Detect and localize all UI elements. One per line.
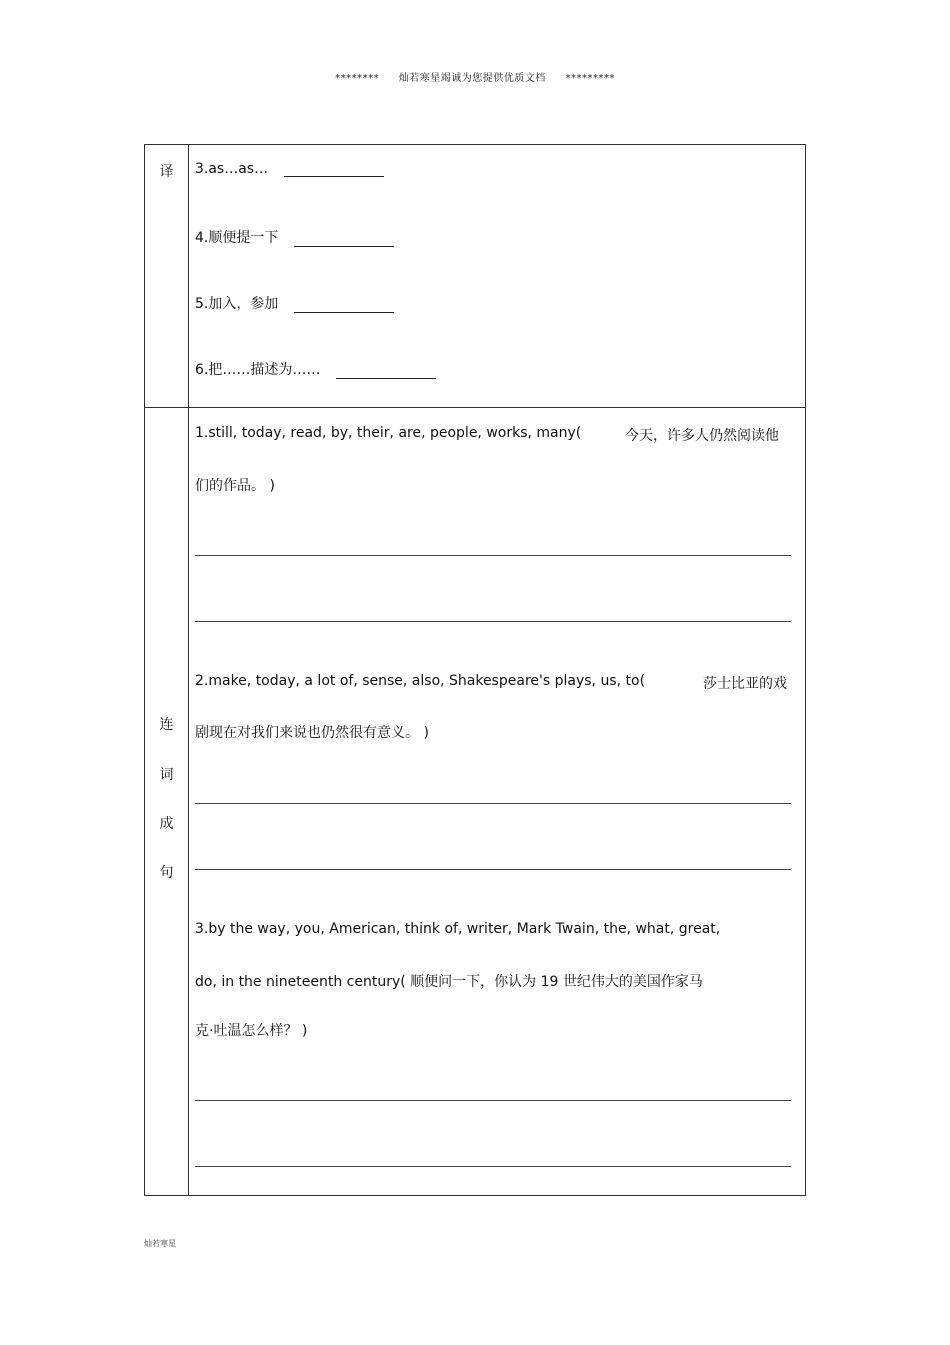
q3-prompt-line2: do, in the nineteenth century( 顺便问一下，你认为 19 世纪伟大的美国作家马 <box>195 974 703 990</box>
sentence-label-char: 连 <box>159 717 174 733</box>
translate-item-3: 3.as…as… <box>195 161 384 177</box>
worksheet-table <box>144 144 806 1196</box>
translate-item-5: 5.加入，参加 <box>195 293 394 313</box>
page-header <box>0 69 950 84</box>
q2-prompt-cont: 剧现在对我们来说也仍然很有意义。 ) <box>195 725 429 741</box>
q3-prompt-line3: 克·吐温怎么样？ ) <box>195 1023 308 1039</box>
answer-line[interactable] <box>195 621 791 622</box>
q1-prompt-cn: 今天，许多人仍然阅读他 <box>625 428 779 444</box>
q1-prompt-en: 1.still, today, read, by, their, are, people, works, many( <box>195 425 582 441</box>
answer-line[interactable] <box>195 1166 791 1167</box>
answer-blank[interactable] <box>294 298 394 313</box>
q2-prompt-cn: 莎士比亚的戏 <box>703 676 787 692</box>
header-title: 灿若寒星竭诚为您提供优质文档 <box>398 73 546 84</box>
translate-item-4: 4.顺便提一下 <box>195 227 394 247</box>
answer-line[interactable] <box>195 555 791 556</box>
answer-line[interactable] <box>195 803 791 804</box>
page-footer: 灿若寒星 <box>144 1239 176 1248</box>
sentence-label-char: 成 <box>159 816 174 832</box>
answer-line[interactable] <box>195 1100 791 1101</box>
column-divider <box>188 145 189 1195</box>
answer-blank[interactable] <box>336 364 436 379</box>
sentence-label-char: 词 <box>159 767 174 783</box>
header-stars-left: ******** <box>335 73 380 84</box>
answer-blank[interactable] <box>284 162 384 177</box>
answer-line[interactable] <box>195 869 791 870</box>
q3-prompt-line1: 3.by the way, you, American, think of, writer, Mark Twain, the, what, great, <box>195 921 721 937</box>
translate-label: 译 <box>159 164 174 180</box>
translate-item-6: 6.把……描述为…… <box>195 359 436 379</box>
header-stars-right: ********* <box>565 73 615 84</box>
sentence-label-char: 句 <box>159 865 174 881</box>
q2-prompt-en: 2.make, today, a lot of, sense, also, Shakespeare's plays, us, to( <box>195 673 646 689</box>
answer-blank[interactable] <box>294 232 394 247</box>
row-divider <box>145 407 805 408</box>
q1-prompt-cont: 们的作品。 ) <box>195 478 275 494</box>
